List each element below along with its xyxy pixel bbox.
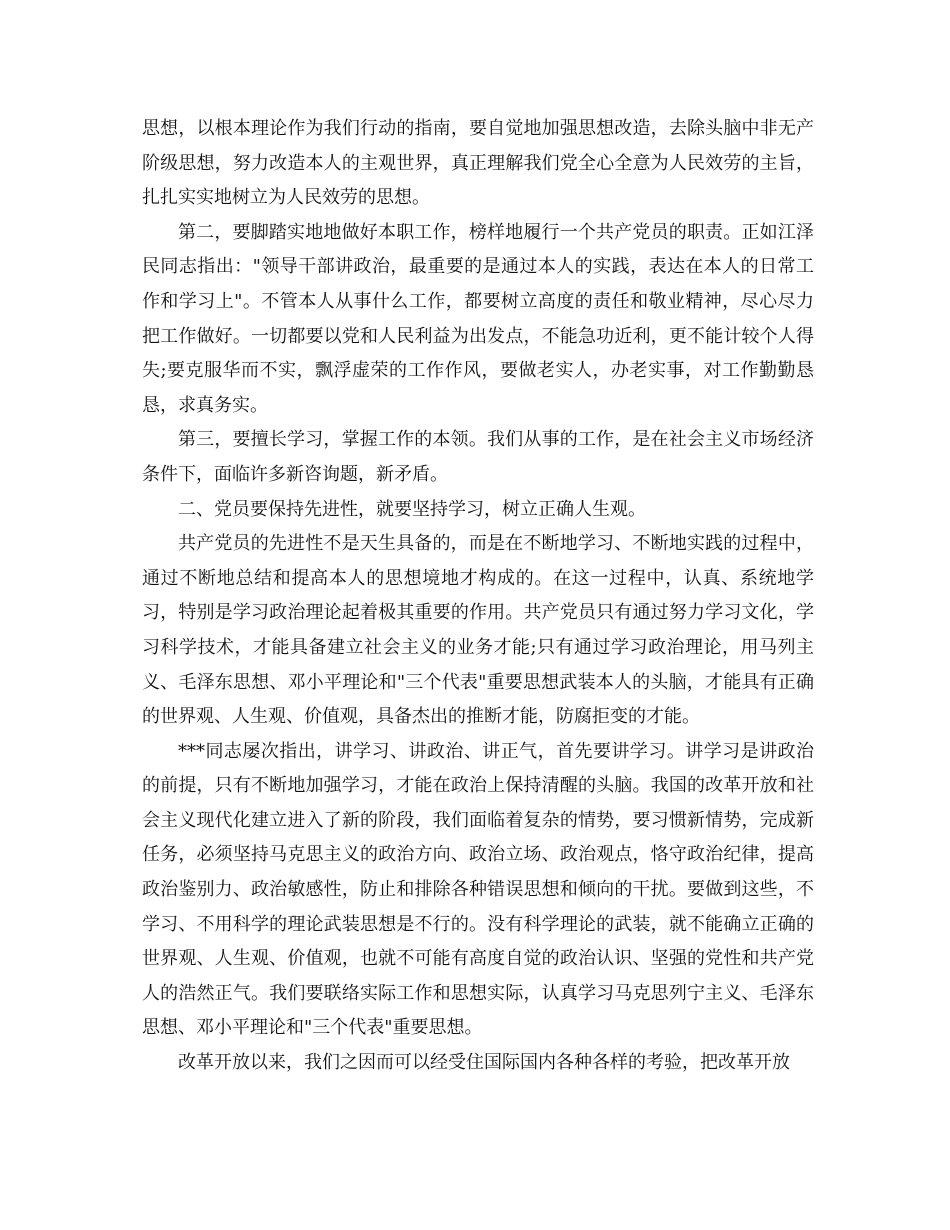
paragraph-second-point: 第二，要脚踏实地地做好本职工作，榜样地履行一个共产党员的职责。正如江泽民同志指出："领导干部讲政治，最重要的是通过本人的实践，表达在本人的日常工作和学习上"。不管本人从事什么工作，都要树立高度的责任和敬业精神，尽心尽力把工作做好。一切都要以党和人民利益为出发点，不能急功近利，更不能计较个人得失;要克服华而不实，飘浮虚荣的工作作风，要做老实人，办老实事，对工作勤勤恳恳，求真务实。	[142, 221, 814, 416]
section-heading-two: 二、党员要保持先进性，就要坚持学习，树立正确人生观。	[178, 498, 646, 520]
paragraph-continued: 思想，以根本理论作为我们行动的指南，要自觉地加强思想改造，去除头脑中非无产阶级思想，努力改造本人的主观世界，真正理解我们党全心全意为人民效劳的主旨，扎扎实实地树立为人民效劳的思想。	[142, 118, 814, 209]
paragraph-advancement: 共产党员的先进性不是天生具备的，而是在不断地学习、不断地实践的过程中，通过不断地总结和提高本人的思想境地才构成的。在这一过程中，认真、系统地学习，特别是学习政治理论起着极其重要的作用。共产党员只有通过努力学习文化，学习科学技术，才能具备建立社会主义的业务才能;只有通过学习政治理论，用马列主义、毛泽东思想、邓小平理论和"三个代表"重要思想武装本人的头脑，才能具有正确的世界观、人生观、价值观，具备杰出的推断才能，防腐拒变的才能。	[142, 533, 814, 728]
paragraph-reform-opening: 改革开放以来，我们之因而可以经受住国际国内各种各样的考验，把改革开放	[178, 1052, 790, 1074]
paragraph-study-politics: ***同志屡次指出，讲学习、讲政治、讲正气，首先要讲学习。讲学习是讲政治的前提，只有不断地加强学习，才能在政治上保持清醒的头脑。我国的改革开放和社会主义现代化建立进入了新的阶段，我们面临着复杂的情势，要习惯新情势，完成新任务，必须坚持马克思主义的政治方向、政治立场、政治观点，恪守政治纪律，提高政治鉴别力、政治敏感性，防止和排除各种错误思想和倾向的干扰。要做到这些，不学习、不用科学的理论武装思想是不行的。没有科学理论的武装，就不能确立正确的世界观、人生观、价值观，也就不可能有高度自觉的政治认识、坚强的党性和共产党人的浩然正气。我们要联络实际工作和思想实际，认真学习马克思列宁主义、毛泽东思想、邓小平理论和"三个代表"重要思想。	[142, 740, 814, 1039]
document-body	[142, 112, 814, 1081]
paragraph-third-point: 第三，要擅长学习，掌握工作的本领。我们从事的工作，是在社会主义市场经济条件下，面临许多新咨询题，新矛盾。	[142, 429, 814, 485]
